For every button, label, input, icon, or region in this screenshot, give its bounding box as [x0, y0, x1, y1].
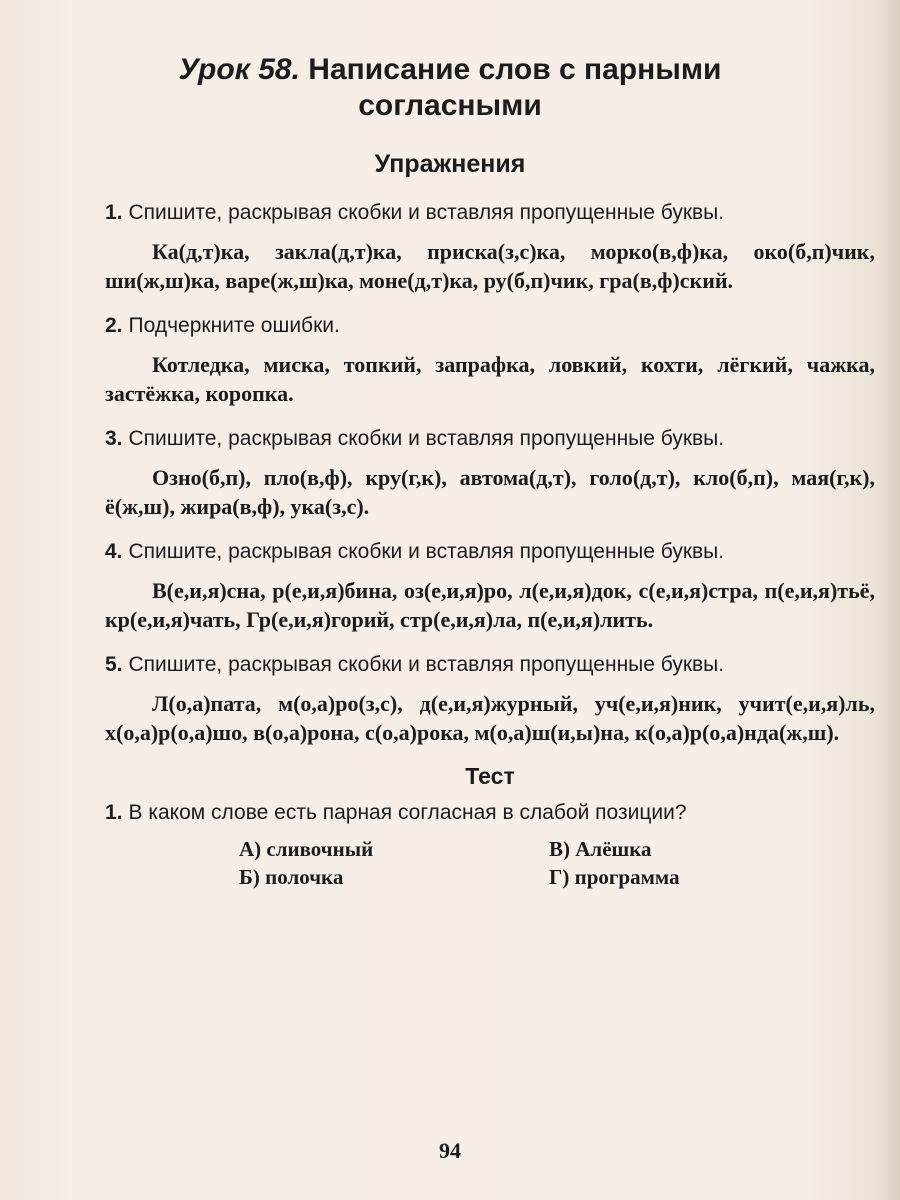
exercise-words: Ка(д,т)ка, закла(д,т)ка, приска(з,с)ка, морко(в,ф)ка, око(б,п)чик, ши(ж,ш)ка, варе(ж,ш)ка, моне(д,т)ка, ру(б,п)чик, гра(в,ф)ский. [105, 239, 875, 293]
exercise-instruction [105, 198, 875, 227]
exercise-1 [105, 198, 875, 295]
page-edge-shadow [876, 0, 900, 1200]
exercise-number: 1. [105, 201, 123, 224]
exercise-words: Озно(б,п), пло(в,ф), кру(г,к), автома(д,т), голо(д,т), кло(б,п), мая(г,к), ё(ж,ш), жира(в,ф), ука(з,с). [105, 465, 875, 519]
answer-option-b: Б) полочка [239, 865, 344, 889]
lesson-number: Урок 58. [178, 53, 300, 86]
test-question-1 [105, 798, 875, 891]
instruction-text: Спишите, раскрывая скобки и вставляя пропущенные буквы. [128, 653, 725, 676]
exercise-number: 5. [105, 653, 123, 676]
exercise-instruction [105, 311, 875, 340]
exercises-heading: Упражнения [374, 150, 526, 178]
answer-option-a: А) сливочный [239, 837, 374, 861]
exercise-number: 2. [105, 314, 123, 337]
exercise-instruction [105, 424, 875, 453]
question-text: В каком слове есть парная согласная в слабой позиции? [128, 801, 687, 824]
exercise-instruction [105, 650, 875, 679]
exercise-4 [105, 537, 875, 634]
exercise-number: 3. [105, 427, 123, 450]
exercise-3 [105, 424, 875, 521]
exercise-words: Л(о,а)пата, м(о,а)ро(з,с), д(е,и,я)журный, уч(е,и,я)ник, учит(е,и,я)ль, х(о,а)р(о,а)шо, в(о,а)рона, с(о,а)рока, м(о,а)ш(и,ы)на, к(о,а)р(о,а)нда(ж,ш). [105, 691, 875, 745]
test-heading: Тест [465, 763, 515, 789]
page-content [105, 198, 875, 907]
exercise-instruction [105, 537, 875, 566]
answer-option-g: Г) программа [549, 865, 680, 889]
page-number: 94 [439, 1138, 461, 1163]
exercise-2 [105, 311, 875, 408]
exercise-words: В(е,и,я)сна, р(е,и,я)бина, оз(е,и,я)ро, л(е,и,я)док, с(е,и,я)стра, п(е,и,я)тьё, кр(е,и,я)чать, Гр(е,и,я)горий, стр(е,и,я)ла, п(е,и,я)лить. [105, 578, 875, 632]
answer-options [239, 835, 875, 891]
lesson-title-text: Написание слов с парными согласными [308, 53, 722, 122]
exercise-5 [105, 650, 875, 747]
instruction-text: Спишите, раскрывая скобки и вставляя пропущенные буквы. [128, 201, 725, 224]
exercise-number: 4. [105, 540, 123, 563]
test-question [105, 798, 875, 827]
answer-option-v: В) Алёшка [549, 837, 652, 861]
question-number: 1. [105, 801, 123, 824]
lesson-title [100, 52, 800, 124]
instruction-text: Спишите, раскрывая скобки и вставляя пропущенные буквы. [128, 427, 725, 450]
instruction-text: Спишите, раскрывая скобки и вставляя пропущенные буквы. [128, 540, 725, 563]
exercise-words: Котледка, миска, топкий, запрафка, ловкий, кохти, лёгкий, чажка, застёжка, коропка. [105, 352, 875, 406]
instruction-text: Подчеркните ошибки. [128, 314, 340, 337]
